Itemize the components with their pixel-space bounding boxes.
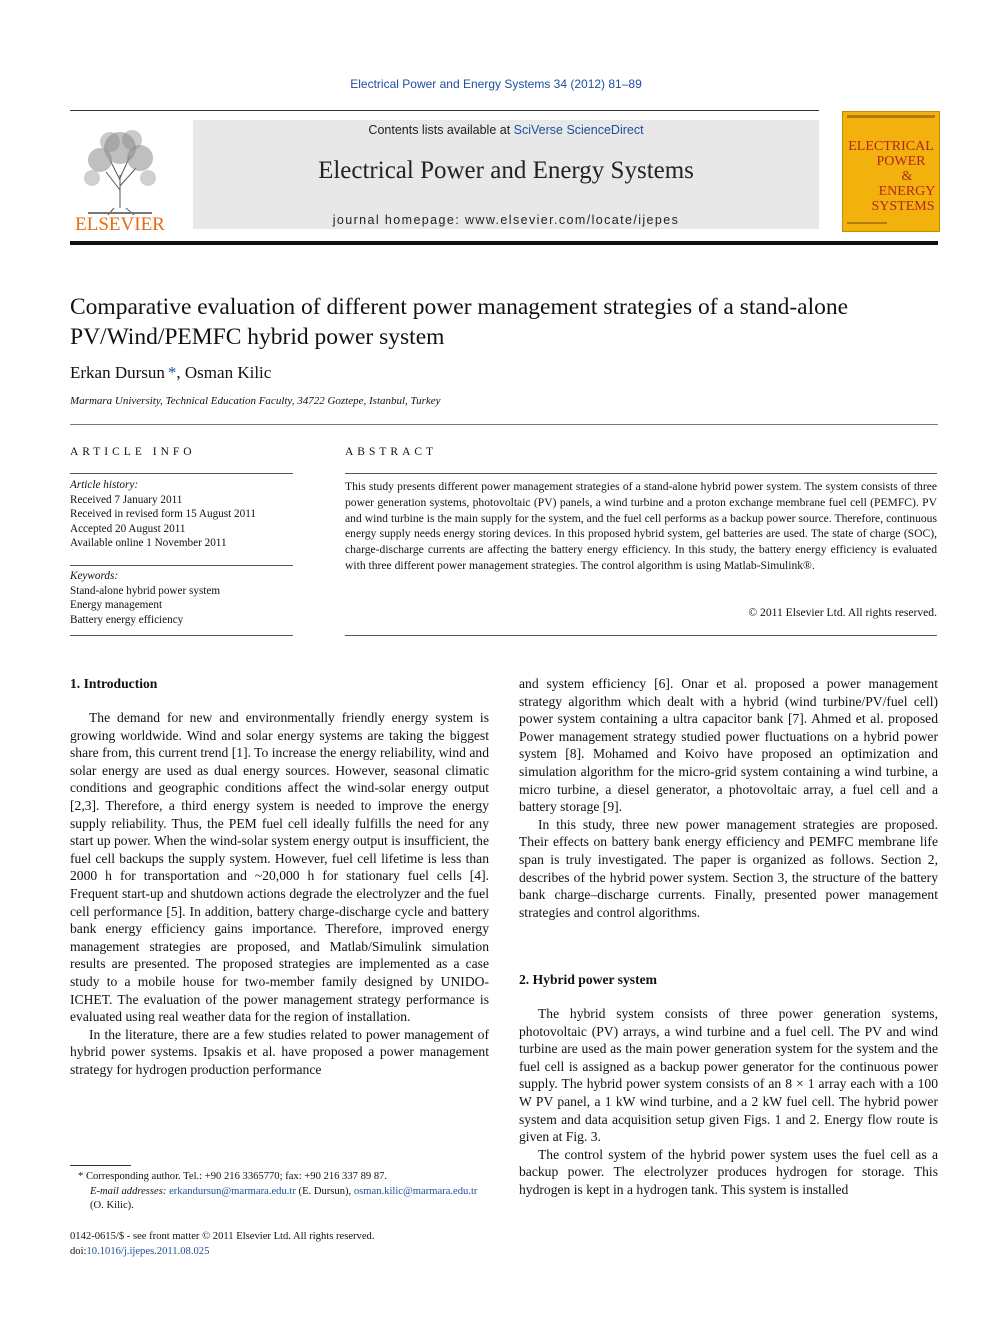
article-history (70, 478, 293, 551)
body-column-right (519, 675, 938, 921)
journal-name: Electrical Power and Energy Systems (318, 157, 694, 184)
paragraph: The demand for new and environmentally friendly energy system is growing worldwide. Wind and solar energy systems are taking the biggest share from, this current trend [1]. To increase the energy reliability, wind and solar energy are used as dual energy sources. However, seasonal climatic conditions and geographic conditions affect the wind-solar energy output [2,3]. Therefore, a third energy system is needed to improve the energy supply reliability. Thus, the PEM fuel cell ideally fulfills the need for any start up power. When the wind-solar system energy output is insufficient, the fuel cell backups the supply system. However, fuel cell lifetime is less than 2000 h for transportation and ~20,000 h for stationary fuel cells [4]. Frequent start-up and shutdown actions degrade the electrolyzer and the fuel cell performance [5]. In addition, battery charge-discharge cycle and battery bank energy efficiency gains importance. Therefore, improved energy management strategies are proposed, and Matlab/Simulink simulation results are presented. The proposed strategies are implemented as a case study to a mobile house for two-member family designed by UNIDO-ICHET. The evaluation of the power management strategy performance is evaluated using real weather data for the region of installation. (70, 710, 489, 1025)
body-column-left (70, 709, 489, 1078)
elsevier-logo (70, 120, 171, 233)
header-rule (70, 110, 819, 111)
paragraph: In the literature, there are a few studies related to power management of hybrid power systems. Ipsakis et al. have proposed a power management strategy for hydrogen production performance (70, 1026, 489, 1077)
keywords-label: Keywords: (70, 570, 119, 582)
journal-citation[interactable]: Electrical Power and Energy Systems 34 (2012) 81–89 (350, 77, 642, 91)
doi-line (70, 1245, 490, 1260)
email-name-1: (E. Dursun), (295, 1185, 354, 1197)
corresponding-author-mark[interactable]: * (167, 363, 177, 382)
contents-prefix: Contents lists available at (368, 123, 514, 137)
authors (70, 363, 271, 383)
journal-cover[interactable] (842, 111, 940, 232)
keyword-item: Battery energy efficiency (70, 613, 184, 626)
paragraph: The control system of the hybrid power system uses the fuel cell as a backup power. The electrolyzer produces hydrogen for storage. This hydrogen is kept in a hydrogen tank. This system is installed (519, 1146, 938, 1197)
cover-line-5: SYSTEMS (871, 199, 935, 214)
history-received: Received 7 January 2011 (70, 493, 183, 506)
front-matter-line: 0142-0615/$ - see front matter © 2011 Elsevier Ltd. All rights reserved. (70, 1231, 375, 1242)
doi-prefix: doi: (70, 1245, 87, 1257)
footnote (70, 1170, 490, 1214)
footnote-rule (70, 1165, 131, 1166)
abstract-heading: ABSTRACT (345, 446, 438, 458)
homepage-prefix: journal homepage: (332, 213, 465, 227)
abstract-rule (345, 635, 937, 636)
keyword-item: Energy management (70, 599, 163, 611)
abstract-text: This study presents different power management strategies of a stand-alone hybrid power system. The system consists of three power generation systems, photovoltaic (PV) panels, a wind turbine and a proton exchange membrane fuel cell (PEMFC). PV and wind turbine is the main supply for the system, and the fuel cell performs as a backup power source. Therefore, continuous energy supply needs energy storing devices. In this proposed hybrid system, gel batteries are used. The state of charge (SOC), charge-discharge currents are affecting the battery energy efficiency. In this study, the battery energy efficiency is evaluated with three different power management strategies. The control algorithm is using Matlab-Simulink®. (345, 480, 937, 572)
history-online: Available online 1 November 2011 (70, 537, 227, 549)
doi-link[interactable]: 10.1016/j.ijepes.2011.08.025 (86, 1245, 210, 1257)
front-matter (70, 1230, 490, 1259)
author-1[interactable]: Erkan Dursun (70, 363, 165, 382)
affiliation-rule (70, 424, 938, 425)
keywords (70, 569, 293, 627)
abstract-rule (345, 473, 937, 474)
paragraph: In this study, three new power management strategies are proposed. Their effects on battery bank energy efficiency and PEMFC membrane life span is truly investigated. The paper is organized as follows. Section 2, describes of the hybrid power system. Section 3, the structure of the battery bank charge–discharge currents. Finally, presented power management strategies and control algorithms. (519, 816, 938, 920)
history-revised: Received in revised form 15 August 2011 (70, 508, 257, 520)
cover-line-4: ENERGY (878, 184, 936, 199)
paragraph: and system efficiency [6]. Onar et al. proposed a power management strategy algorithm which dealt with a hybrid (wind turbine/PV/fuel cell) power system containing a ultra capacitor bank [7]. Ahmed et al. proposed Power management strategy studied power fluctuations on a hybrid power system [8]. Mohamed and Koivo have proposed an optimization and simulation algorithm for the micro-grid system containing a wind turbine, a micro turbine, a diesel generator, a photovoltaic array, a fuel cell and a battery storage [9]. (519, 676, 938, 815)
email-name-2: (O. Kilic). (90, 1200, 134, 1211)
homepage-line (193, 213, 819, 227)
article-title: Comparative evaluation of different power management strategies of a stand-alone PV/Wind/PEMFC hybrid power system (70, 294, 849, 350)
article-info-rule (70, 565, 293, 566)
section-heading-introduction: 1. Introduction (70, 676, 158, 691)
article-info-heading: ARTICLE INFO (70, 446, 196, 458)
corresponding-author-note: * Corresponding author. Tel.: +90 216 3365770; fax: +90 216 337 89 87. (78, 1171, 388, 1182)
article-info-rule (70, 473, 293, 474)
article-info-rule (70, 635, 293, 636)
elsevier-logo-text: ELSEVIER (75, 214, 165, 233)
keyword-item: Stand-alone hybrid power system (70, 584, 221, 597)
body-column-right-lower (519, 1005, 938, 1199)
history-accepted: Accepted 20 August 2011 (70, 522, 186, 535)
author-separator: , (176, 363, 185, 382)
affiliation: Marmara University, Technical Education Faculty, 34722 Goztepe, Istanbul, Turkey (70, 395, 441, 407)
homepage-link[interactable]: www.elsevier.com/locate/ijepes (464, 213, 680, 227)
sciencedirect-link[interactable]: SciVerse ScienceDirect (513, 123, 644, 137)
paragraph: The hybrid system consists of three power generation systems, photovoltaic (PV) arrays, a wind turbine and a fuel cell. The PV and wind turbine are used as the main power generation system for the system and the fuel cell is assigned as a backup power generator for the continuous power supply. The hybrid power system consists of an 8 × 1 array each with a 100 W PV panel, a 1 kW wind turbine, and a 2 kW fuel cell. The hybrid power system and data acquisition setup given Figs. 1 and 2. Energy flow route is given at Fig. 3. (519, 1006, 938, 1145)
abstract-copyright: © 2011 Elsevier Ltd. All rights reserved. (748, 606, 937, 619)
header-thick-rule (70, 241, 938, 245)
email-label: E-mail addresses: (90, 1185, 167, 1197)
cover-line-2: POWER (876, 154, 926, 169)
email-link-2[interactable]: osman.kilic@marmara.edu.tr (353, 1185, 478, 1197)
section-heading-hybrid-power-system: 2. Hybrid power system (519, 972, 657, 987)
history-label: Article history: (70, 479, 139, 491)
contents-line (193, 123, 819, 137)
email-line (70, 1185, 490, 1214)
cover-line-3: & (901, 169, 913, 184)
cover-line-1: ELECTRICAL (848, 139, 934, 154)
email-link-1[interactable]: erkandursun@marmara.edu.tr (169, 1185, 296, 1197)
author-2[interactable]: Osman Kilic (184, 363, 272, 382)
